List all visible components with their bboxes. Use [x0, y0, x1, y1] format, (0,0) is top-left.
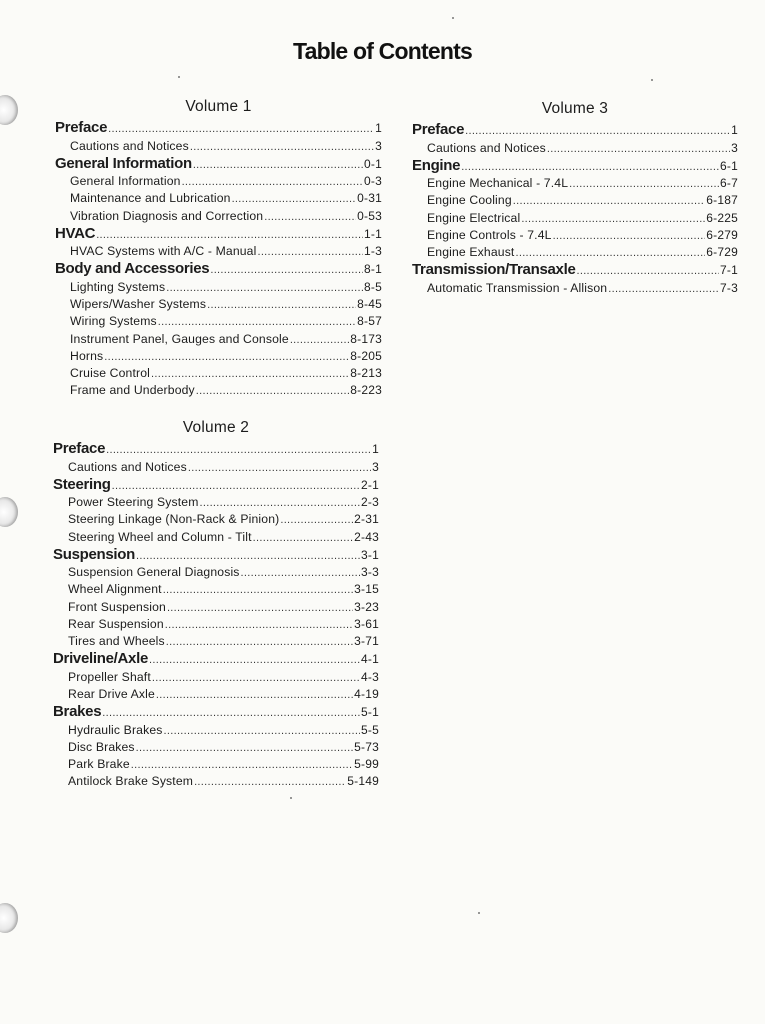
entry-page-number: 3: [372, 459, 379, 474]
entry-page-number: 8-213: [350, 365, 382, 380]
entry-label: Suspension General Diagnosis: [68, 565, 240, 580]
entry-label: Engine Electrical: [427, 210, 521, 225]
entry-label: Lighting Systems: [70, 279, 166, 294]
entry-label: Wipers/Washer Systems: [70, 297, 207, 312]
scan-speck: [178, 76, 180, 78]
entry-page-number: 3-15: [354, 582, 379, 597]
entry-page-number: 1: [731, 123, 738, 137]
toc-section-entry: [55, 260, 382, 279]
dot-leader: [167, 600, 353, 617]
dot-leader: [280, 512, 353, 529]
dot-leader: [200, 495, 361, 512]
entry-label: Steering Wheel and Column - Tilt: [68, 529, 252, 544]
entry-page-number: 8-45: [357, 297, 382, 312]
toc-subsection-entry: [55, 173, 382, 190]
entry-page-number: 8-223: [350, 383, 382, 398]
toc-subsection-entry: [55, 279, 382, 296]
toc-section-entry: [53, 476, 379, 495]
entry-page-number: 8-173: [350, 331, 382, 346]
dot-leader: [290, 332, 349, 349]
entry-label: General Information: [70, 174, 181, 189]
toc-subsection-entry: [53, 739, 379, 756]
entry-page-number: 4-3: [361, 669, 379, 684]
toc-subsection-entry: [412, 140, 738, 157]
dot-leader: [569, 176, 719, 193]
entry-label: Power Steering System: [68, 495, 199, 510]
entry-label: Steering Linkage (Non-Rack & Pinion): [68, 512, 280, 527]
toc-subsection-entry: [55, 382, 382, 399]
entry-page-number: 6-1: [720, 158, 738, 173]
dot-leader: [149, 651, 360, 670]
volume-2: [53, 418, 379, 790]
entry-page-number: 1: [372, 442, 379, 456]
entry-label: Automatic Transmission - Allison: [427, 280, 608, 295]
toc-subsection-entry: [53, 599, 379, 616]
entry-label: Driveline/Axle: [53, 650, 149, 668]
toc-section-entry: [55, 155, 382, 174]
toc-subsection-entry: [55, 138, 382, 155]
dot-leader: [465, 122, 730, 141]
entry-page-number: 3: [375, 138, 382, 153]
entry-page-number: 0-31: [357, 191, 382, 206]
entry-page-number: 7-1: [720, 263, 738, 278]
entry-label: Park Brake: [68, 756, 130, 771]
entry-label: Body and Accessories: [55, 260, 210, 278]
entry-page-number: 0-1: [364, 156, 382, 171]
toc-subsection-entry: [55, 296, 382, 313]
entry-label: Tires and Wheels: [68, 634, 165, 648]
dot-leader: [193, 156, 363, 175]
toc-subsection-entry: [55, 365, 382, 382]
toc-section-entry: [53, 650, 379, 669]
dot-leader: [131, 757, 353, 774]
toc-section-entry: [412, 121, 738, 140]
toc-section-entry: [55, 225, 382, 244]
dot-leader: [112, 477, 360, 496]
volume-title: Volume 2: [182, 419, 250, 436]
dot-leader: [163, 582, 353, 599]
entry-label: Engine Cooling: [427, 193, 512, 208]
dot-leader: [166, 280, 363, 297]
toc-subsection-entry: [55, 208, 382, 225]
toc-subsection-entry: [53, 756, 379, 773]
scan-speck: [290, 797, 292, 799]
entry-page-number: 8-5: [364, 279, 382, 294]
toc-section-entry: [53, 703, 379, 722]
toc-subsection-entry: [412, 227, 738, 244]
entry-page-number: 5-1: [361, 705, 379, 720]
entry-page-number: 5-99: [354, 756, 379, 771]
toc-subsection-entry: [53, 686, 379, 703]
toc-subsection-entry: [53, 773, 379, 790]
entry-label: Engine Mechanical - 7.4L: [427, 176, 569, 191]
dot-leader: [151, 366, 349, 383]
entry-label: Engine: [412, 156, 461, 174]
entry-label: Cautions and Notices: [427, 140, 546, 155]
entry-label: Preface: [55, 119, 108, 136]
entry-label: HVAC: [55, 224, 96, 242]
dot-leader: [210, 261, 363, 280]
entry-page-number: 3-23: [354, 599, 379, 614]
dot-leader: [164, 723, 361, 740]
dot-leader: [547, 141, 730, 158]
entry-label: Cautions and Notices: [68, 459, 187, 474]
entry-page-number: 4-1: [361, 652, 379, 667]
dot-leader: [257, 244, 363, 261]
dot-leader: [136, 547, 360, 566]
toc-subsection-entry: [53, 459, 379, 476]
entry-label: Frame and Underbody: [70, 383, 195, 398]
entry-page-number: 2-1: [361, 477, 379, 492]
dot-leader: [461, 158, 719, 177]
dot-leader: [108, 120, 374, 139]
entry-page-number: 3-61: [354, 616, 379, 631]
entry-page-number: 4-19: [354, 686, 379, 701]
volume-1: [55, 97, 382, 399]
toc-subsection-entry: [55, 348, 382, 365]
entry-label: Disc Brakes: [68, 739, 135, 754]
page-title: Table of Contents: [293, 38, 472, 64]
toc-subsection-entry: [55, 190, 382, 207]
entry-label: Propeller Shaft: [68, 669, 151, 684]
entry-label: Preface: [412, 121, 465, 138]
entry-page-number: 6-187: [706, 193, 738, 208]
entry-label: Steering: [53, 475, 111, 493]
entry-page-number: 5-149: [347, 774, 379, 789]
dot-leader: [104, 349, 349, 366]
entry-page-number: 2-31: [354, 512, 379, 527]
entry-label: Transmission/Transaxle: [412, 261, 576, 279]
toc-subsection-entry: [55, 243, 382, 260]
toc-subsection-entry: [412, 210, 738, 227]
dot-leader: [165, 617, 353, 634]
entry-page-number: 2-43: [354, 529, 379, 544]
entry-label: Rear Suspension: [68, 616, 164, 631]
dot-leader: [156, 687, 353, 704]
scan-speck: [452, 17, 454, 19]
toc-section-entry: [55, 119, 382, 138]
entry-page-number: 8-205: [350, 348, 382, 363]
dot-leader: [190, 139, 374, 156]
toc-subsection-entry: [412, 280, 738, 297]
dot-leader: [521, 211, 705, 228]
entry-page-number: 6-225: [706, 210, 738, 225]
entry-page-number: 3: [731, 140, 738, 155]
entry-page-number: 3-1: [361, 547, 379, 562]
entry-label: Brakes: [53, 703, 102, 721]
toc-subsection-entry: [55, 313, 382, 330]
toc-subsection-entry: [53, 669, 379, 686]
entry-page-number: 0-3: [364, 174, 382, 189]
entry-label: HVAC Systems with A/C - Manual: [70, 244, 257, 259]
entry-label: Hydraulic Brakes: [68, 722, 163, 737]
toc-subsection-entry: [53, 616, 379, 633]
entry-page-number: 1-3: [364, 244, 382, 259]
binder-hole-middle: [0, 497, 18, 527]
toc-subsection-entry: [55, 331, 382, 348]
toc-subsection-entry: [412, 244, 738, 261]
toc-subsection-entry: [412, 192, 738, 209]
scan-speck: [651, 79, 653, 81]
toc-subsection-entry: [53, 581, 379, 598]
dot-leader: [576, 262, 719, 281]
entry-label: Cruise Control: [70, 365, 150, 380]
entry-label: Front Suspension: [68, 599, 166, 614]
entry-page-number: 7-3: [720, 280, 738, 295]
dot-leader: [194, 774, 346, 791]
entry-label: Preface: [53, 440, 106, 457]
binder-hole-bottom: [0, 903, 18, 933]
dot-leader: [136, 740, 354, 757]
dot-leader: [106, 441, 371, 460]
toc-list: [55, 119, 382, 399]
dot-leader: [264, 209, 356, 226]
entry-page-number: 6-7: [720, 176, 738, 191]
toc-subsection-entry: [53, 633, 379, 650]
toc-subsection-entry: [412, 175, 738, 192]
dot-leader: [513, 193, 706, 210]
dot-leader: [166, 634, 353, 651]
dot-leader: [241, 565, 361, 582]
toc-subsection-entry: [53, 564, 379, 581]
entry-label: Antilock Brake System: [68, 774, 194, 789]
entry-label: Engine Exhaust: [427, 244, 515, 259]
dot-leader: [207, 297, 356, 314]
dot-leader: [96, 226, 363, 245]
dot-leader: [152, 670, 360, 687]
dot-leader: [196, 383, 350, 400]
entry-page-number: 6-729: [706, 244, 738, 259]
entry-page-number: 8-1: [364, 262, 382, 277]
entry-label: Horns: [70, 348, 104, 363]
toc-list: [412, 121, 738, 297]
toc-subsection-entry: [53, 529, 379, 546]
dot-leader: [608, 281, 719, 298]
entry-page-number: 5-5: [361, 722, 379, 737]
dot-leader: [182, 174, 363, 191]
entry-label: Cautions and Notices: [70, 138, 189, 153]
volume-title: Volume 3: [541, 100, 609, 117]
toc-section-entry: [53, 546, 379, 565]
toc-subsection-entry: [53, 511, 379, 528]
entry-page-number: 1: [375, 121, 382, 135]
entry-page-number: 6-279: [706, 227, 738, 242]
entry-label: Engine Controls - 7.4L: [427, 227, 552, 242]
dot-leader: [102, 704, 360, 723]
dot-leader: [253, 530, 354, 547]
entry-label: Suspension: [53, 545, 136, 563]
entry-label: Wiring Systems: [70, 314, 157, 329]
volume-title: Volume 1: [185, 98, 252, 115]
toc-section-entry: [412, 157, 738, 176]
dot-leader: [158, 314, 356, 331]
toc-section-entry: [412, 261, 738, 280]
binder-hole-top: [0, 95, 18, 125]
entry-page-number: 3-71: [354, 634, 379, 648]
toc-subsection-entry: [53, 494, 379, 511]
entry-label: General Information: [55, 154, 192, 172]
entry-page-number: 0-53: [357, 208, 382, 223]
dot-leader: [188, 460, 371, 477]
dot-leader: [515, 245, 705, 262]
entry-page-number: 2-3: [361, 495, 379, 510]
entry-label: Rear Drive Axle: [68, 686, 155, 701]
toc-list: [53, 440, 379, 790]
entry-page-number: 3-3: [361, 565, 379, 580]
toc-subsection-entry: [53, 722, 379, 739]
entry-label: Maintenance and Lubrication: [70, 191, 231, 206]
entry-label: Wheel Alignment: [68, 582, 162, 597]
entry-page-number: 5-73: [354, 739, 379, 754]
volume-3: [412, 99, 738, 297]
entry-label: Instrument Panel, Gauges and Console: [70, 331, 289, 346]
scan-speck: [478, 912, 480, 914]
dot-leader: [553, 228, 706, 245]
entry-page-number: 1-1: [364, 226, 382, 241]
entry-label: Vibration Diagnosis and Correction: [70, 208, 264, 223]
entry-page-number: 8-57: [357, 314, 382, 329]
toc-section-entry: [53, 440, 379, 459]
dot-leader: [232, 191, 357, 208]
